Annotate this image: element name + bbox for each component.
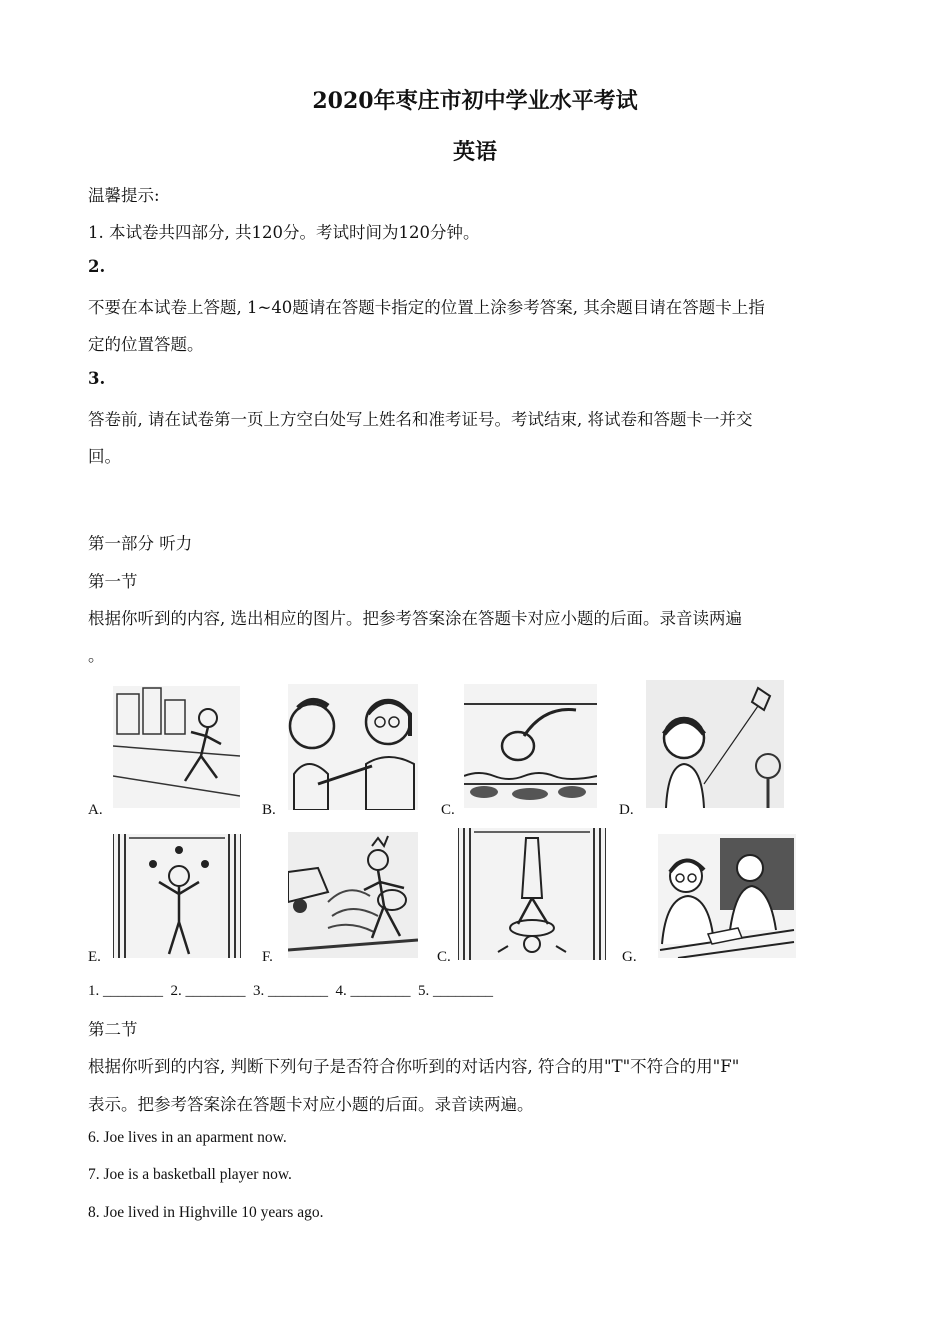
notice-heading: 温馨提示: <box>88 186 160 205</box>
picture-label-f: F. <box>262 949 273 965</box>
notice-item-2-number: 2. <box>88 257 106 276</box>
picture-label-g: G. <box>622 949 637 965</box>
section-2-instruction-line-2: 表示。把参考答案涂在答题卡对应小题的后面。录音读两遍。 <box>88 1095 534 1114</box>
girl-flying-kite-image <box>646 680 784 808</box>
notice-item-3-number: 3. <box>88 369 106 388</box>
juggler-talent-show-image <box>113 834 241 958</box>
picture-label-d: D. <box>619 802 634 818</box>
picture-label-e: E. <box>88 949 101 965</box>
students-in-class-image <box>658 834 796 958</box>
exam-subject: 英语 <box>452 139 497 165</box>
section-1-instruction-line-2: 。 <box>88 646 105 665</box>
section-1-answer-blanks: 1. ________ 2. ________ 3. ________ 4. ________ 5. ________ <box>88 983 493 999</box>
question-7: 7. Joe is a basketball player now. <box>88 1166 292 1183</box>
picture-label-c-2: C. <box>437 949 451 965</box>
section-1-instruction-line-1: 根据你听到的内容, 选出相应的图片。把参考答案涂在答题卡对应小题的后面。录音读两遍 <box>88 609 742 628</box>
section-1-heading: 第一节 <box>88 572 138 591</box>
picture-label-a: A. <box>88 802 103 818</box>
swimmer-image <box>464 684 597 808</box>
notice-item-3-line-1: 答卷前, 请在试卷第一页上方空白处写上姓名和准考证号。考试结束, 将试卷和答题卡一并交 <box>88 410 753 429</box>
section-2-heading: 第二节 <box>88 1020 138 1039</box>
notice-item-3-line-2: 回。 <box>88 447 121 466</box>
notice-item-2-line-1: 不要在本试卷上答题, 1~40题请在答题卡指定的位置上涂参考答案, 其余题目请在答题卡上指 <box>88 298 765 317</box>
splashed-by-car-image <box>288 832 418 958</box>
picture-label-b: B. <box>262 802 276 818</box>
part-1-heading: 第一部分 听力 <box>88 534 193 553</box>
notice-item-2-line-2: 定的位置答题。 <box>88 335 204 354</box>
running-boy-image <box>113 686 240 808</box>
two-people-talking-image <box>288 684 418 810</box>
notice-item-1: 1. 本试卷共四部分, 共120分。考试时间为120分钟。 <box>88 223 480 242</box>
exam-title: 2020年枣庄市初中学业水平考试 <box>312 88 638 114</box>
question-6: 6. Joe lives in an aparment now. <box>88 1129 287 1146</box>
section-2-instruction-line-1: 根据你听到的内容, 判断下列句子是否符合你听到的对话内容, 符合的用"T"不符合的用"F" <box>88 1057 740 1076</box>
picture-label-c-1: C. <box>441 802 455 818</box>
question-8: 8. Joe lived in Highville 10 years ago. <box>88 1204 324 1221</box>
handstand-talent-show-image <box>458 828 606 960</box>
